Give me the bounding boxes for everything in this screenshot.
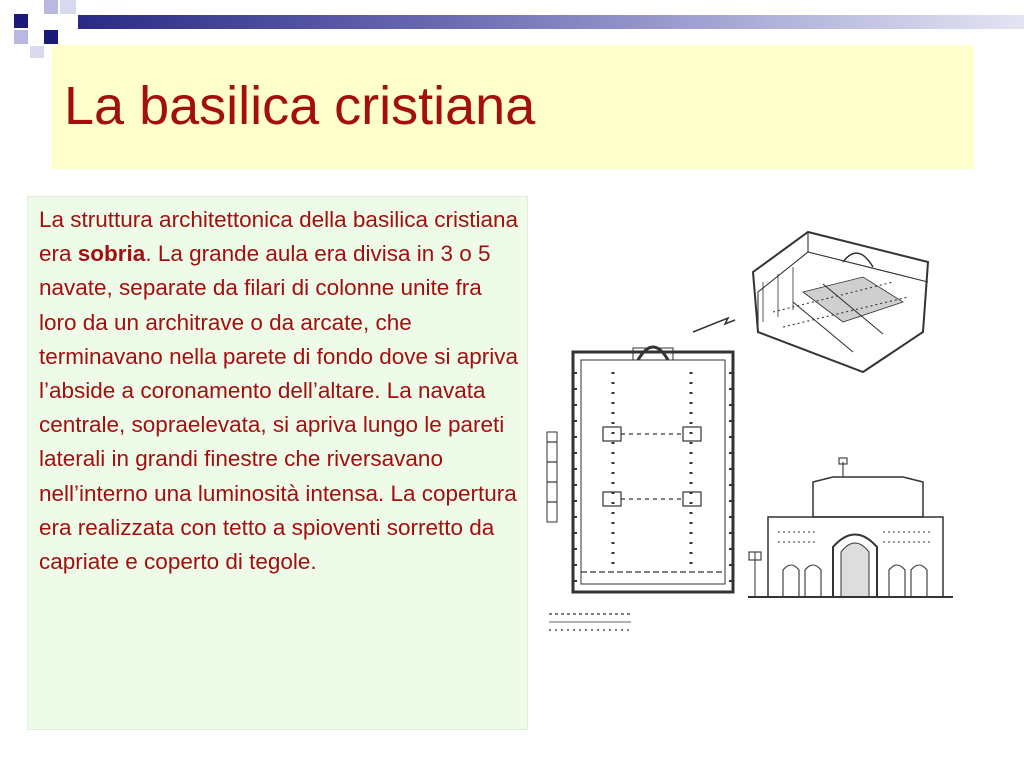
corner-square-lavender-top — [44, 0, 58, 14]
corner-square-navy-top — [14, 14, 28, 28]
corner-square-pale-right — [60, 0, 76, 14]
basilica-axonometric-drawing — [753, 232, 928, 372]
body-text-box — [27, 196, 528, 730]
title-box — [52, 45, 974, 169]
body-text-end: . La grande aula era divisa in 3 o 5 navate, separate da filari di colonne unite fra loro da un architrave o da arcate, che terminavano nella parete di fondo dove si apriva l’abside a coronamento dell’altare. La navata centrale, sopraelevata, si apriva lungo le pareti laterali in grandi finestre che riversavano nell’interno una luminosità intensa. La copertura era realizzata con tetto a spioventi sorretto da capriate e coperto di tegole. — [39, 241, 519, 575]
body-text-bold: sobria — [77, 241, 146, 267]
basilica-section-drawing — [748, 458, 953, 597]
basilica-plan-drawing — [547, 318, 735, 630]
body-text-start: La struttura architettonica della basilica cristiana era — [39, 207, 518, 267]
basilica-architectural-drawings-icon — [543, 222, 957, 642]
body-paragraph — [39, 203, 523, 579]
corner-square-pale-bottom — [30, 46, 44, 58]
corner-square-navy-center — [44, 30, 58, 44]
top-gradient-bar — [78, 15, 1024, 29]
slide-title: La basilica cristiana — [64, 76, 536, 136]
corner-square-lavender-left — [14, 30, 28, 44]
